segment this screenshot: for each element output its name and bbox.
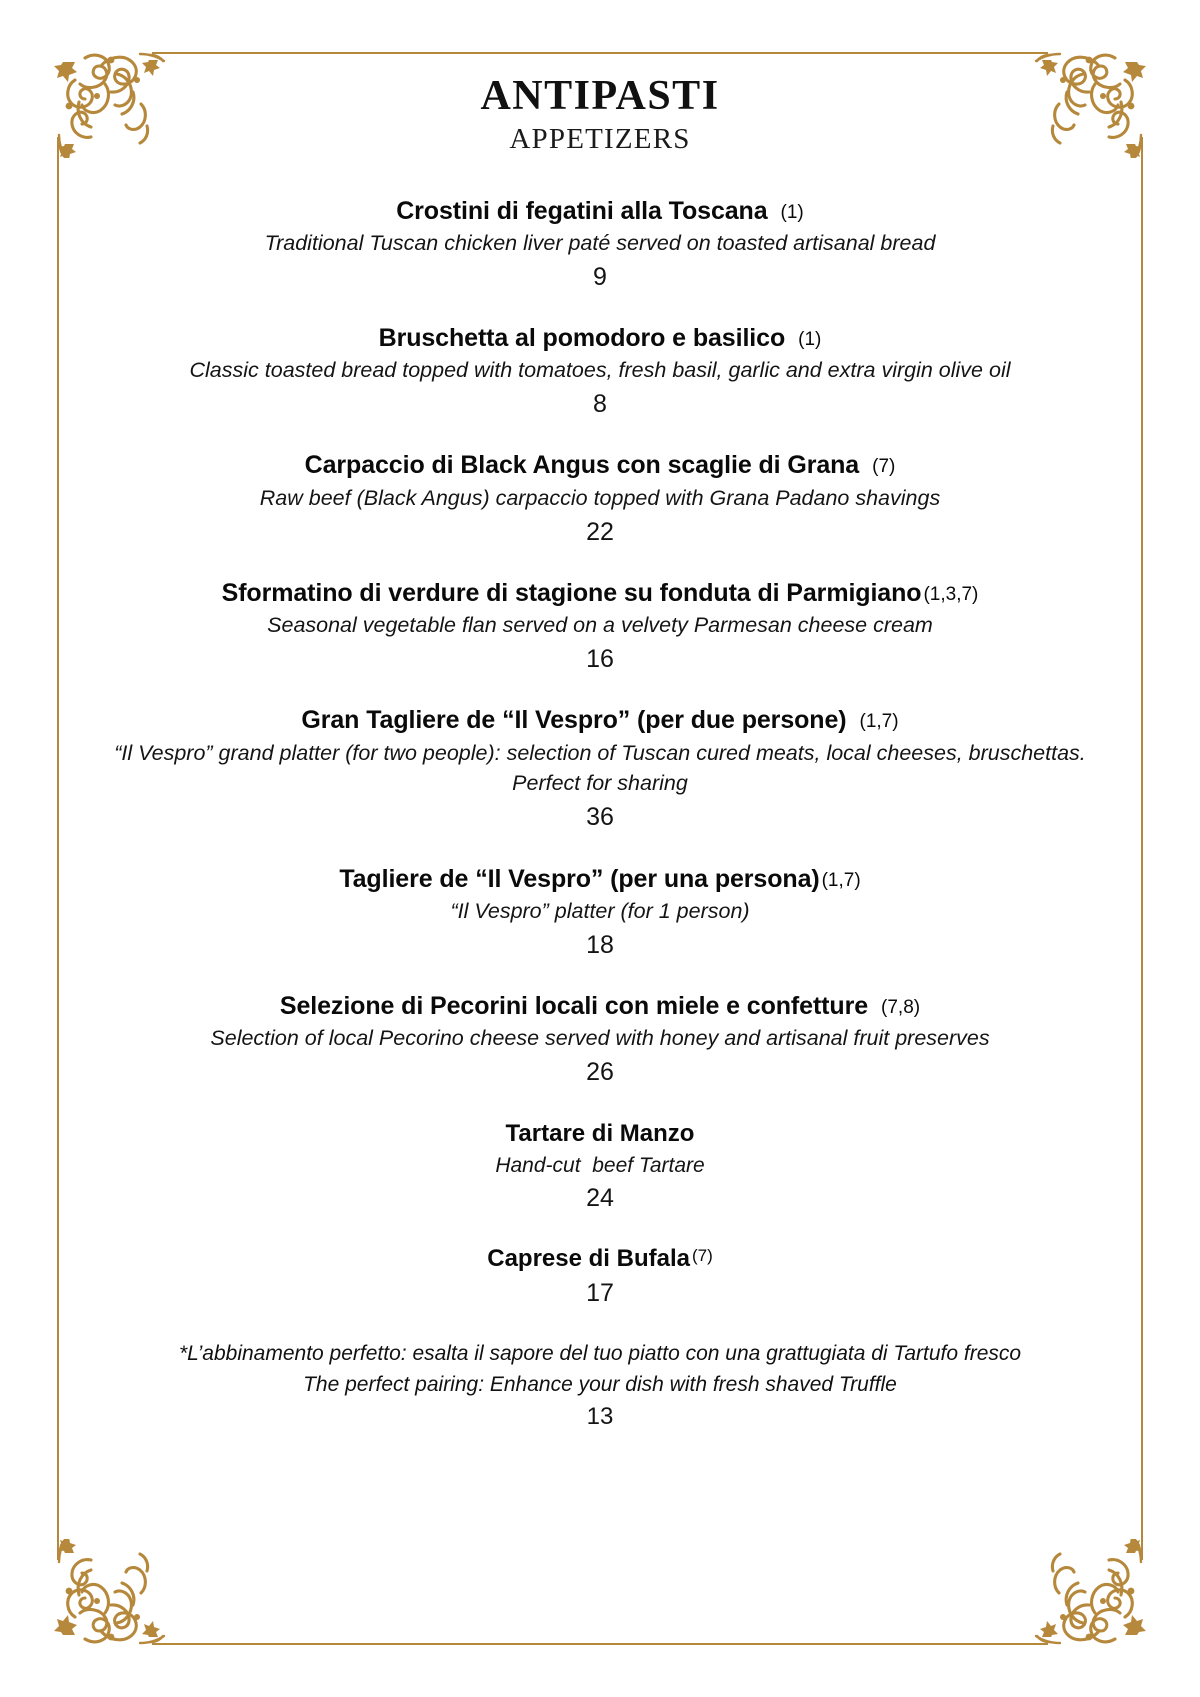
menu-item — [0, 323, 1200, 420]
menu-item — [0, 1119, 1200, 1215]
allergen-marker: (7) — [691, 1246, 713, 1266]
menu-item-name-text: Caprese di Bufala — [487, 1245, 690, 1273]
allergen-marker: (1) — [780, 201, 804, 223]
menu-item-price: 22 — [586, 517, 614, 546]
menu-item-price: 24 — [586, 1183, 614, 1212]
allergen-marker: (1,3,7) — [923, 583, 979, 605]
menu-item-name-text: Crostini di fegatini alla Toscana — [396, 196, 768, 225]
menu-footer-note — [0, 1339, 1200, 1431]
page-title: ANTIPASTI — [480, 73, 720, 119]
menu-item-name — [0, 578, 1200, 609]
menu-item-price: 36 — [586, 803, 614, 832]
menu-item — [0, 450, 1200, 547]
menu-item-price: 16 — [586, 645, 614, 674]
menu-item — [0, 991, 1200, 1088]
allergen-marker: (7,8) — [881, 997, 921, 1019]
menu-item-description: “Il Vespro” platter (for 1 person) — [450, 898, 750, 923]
menu-item-price: 18 — [586, 930, 614, 959]
menu-item-name — [0, 1119, 1200, 1149]
menu-item-list — [0, 196, 1200, 1310]
menu-item-price: 8 — [593, 390, 607, 419]
menu-item-name-text: Tartare di Manzo — [505, 1119, 695, 1147]
menu-item-name-text: Carpaccio di Black Angus con scaglie di Grana — [304, 451, 860, 480]
allergen-marker: (1,7) — [859, 711, 899, 733]
menu-item-description: Traditional Tuscan chicken liver paté served on toasted artisanal bread — [264, 230, 936, 255]
menu-item — [0, 578, 1200, 675]
frame-border-bottom — [152, 1643, 1048, 1645]
allergen-marker: (1) — [798, 328, 822, 350]
menu-item-description: Hand-cut beef Tartare — [495, 1153, 705, 1177]
menu-item-description: Raw beef (Black Angus) carpaccio topped with Grana Padano shavings — [259, 485, 941, 510]
menu-item-name — [0, 864, 1200, 895]
footer-note-english: The perfect pairing: Enhance your dish with fresh shaved Truffle — [303, 1372, 897, 1396]
menu-item-name — [0, 196, 1200, 227]
menu-item-price: 26 — [586, 1058, 614, 1087]
footer-note-italian: *L’abbinamento perfetto: esalta il sapore del tuo piatto con una grattugiata di Tartufo fresco — [178, 1342, 1022, 1366]
menu-item-description-line2: Perfect for sharing — [512, 771, 688, 796]
menu-item-description: Selection of local Pecorino cheese served with honey and artisanal fruit preserves — [210, 1026, 990, 1051]
footer-note-price: 13 — [586, 1403, 614, 1431]
menu-item-price: 17 — [586, 1279, 614, 1308]
menu-item-name-text: Sformatino di verdure di stagione su fonduta di Parmigiano — [221, 578, 922, 607]
menu-item-description: Classic toasted bread topped with tomatoes, fresh basil, garlic and extra virgin olive oil — [189, 358, 1011, 383]
menu-item — [0, 864, 1200, 961]
menu-item-name — [0, 323, 1200, 354]
menu-item — [0, 705, 1200, 833]
menu-item-name — [0, 705, 1200, 736]
menu-item-name-text: Bruschetta al pomodoro e basilico — [378, 323, 786, 352]
menu-item-name — [0, 991, 1200, 1022]
menu-item — [0, 196, 1200, 293]
menu-item-name-text: Tagliere de “Il Vespro” (per una persona) — [339, 864, 820, 893]
menu-item-name-text: Gran Tagliere de “Il Vespro” (per due persone) — [301, 706, 847, 735]
menu-item-price: 9 — [593, 262, 607, 291]
menu-item — [0, 1244, 1200, 1309]
menu-item-name-text: Selezione di Pecorini locali con miele e confetture — [279, 992, 869, 1021]
allergen-marker: (1,7) — [821, 869, 861, 891]
ornament-corner-bottom-left — [45, 1539, 173, 1657]
page-subtitle: APPETIZERS — [509, 122, 691, 155]
menu-item-description: “Il Vespro” grand platter (for two people): selection of Tuscan cured meats, local cheeses, bruschettas. — [114, 740, 1086, 765]
menu-item-name — [0, 1244, 1200, 1274]
menu-item-description: Seasonal vegetable flan served on a velvety Parmesan cheese cream — [267, 613, 933, 638]
ornament-corner-bottom-right — [1027, 1539, 1155, 1657]
menu-item-name — [0, 450, 1200, 481]
allergen-marker: (7) — [872, 456, 896, 478]
